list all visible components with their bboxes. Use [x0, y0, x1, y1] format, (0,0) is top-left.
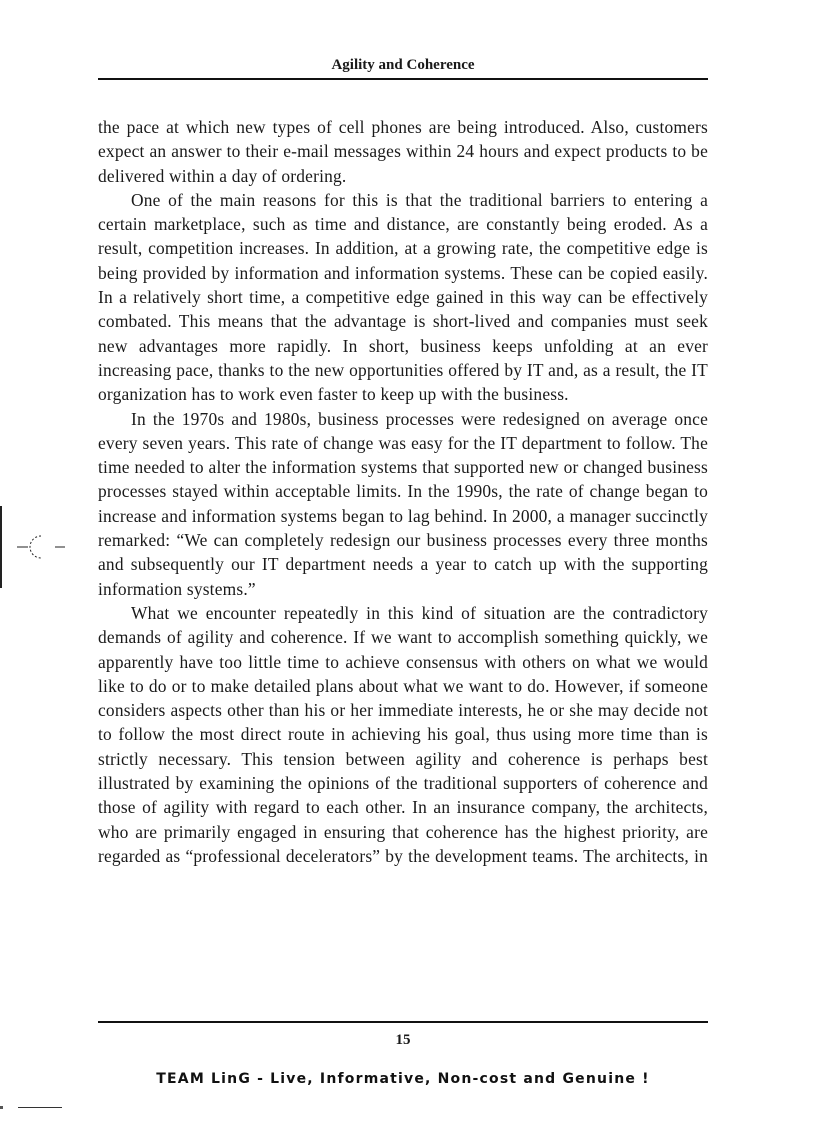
- paragraph: What we encounter repeatedly in this kind of situation are the contradictory demands of agility and coherence. If we want to accomplish something quickly, we apparently have too little time to achieve consensus with others on what we would like to do or to make detailed plans about what we want to do. However, if someone considers aspects other than his or her immediate interests, he or she may decide not to follow the most direct route in achieving his goal, thus using more time than is strictly necessary. This tension between agility and coherence is perhaps best illustrated by examining the opinions of the traditional supporters of coherence and those of agility with regard to each other. In an insurance company, the architects, who are primarily engaged in ensuring that coherence has the highest priority, are regarded as “professional decelerators” by the development teams. The architects, in: [98, 602, 708, 866]
- paragraph: In the 1970s and 1980s, business processes were redesigned on average once every seven years. This rate of change was easy for the IT department to follow. The time needed to alter the information systems that supported new or changed business processes stayed within acceptable limits. In the 1990s, the rate of change began to increase and information systems began to lag behind. In 2000, a manager succinctly remarked: “We can completely redesign our business processes every three months and subsequently our IT department needs a year to catch up with the supporting information systems.”: [98, 408, 708, 599]
- registration-mark-icon: [17, 534, 65, 560]
- body-text: [98, 115, 708, 868]
- header-rule: [98, 78, 708, 80]
- crop-mark-dot: [0, 1106, 3, 1109]
- crop-mark-bottom: [18, 1107, 62, 1108]
- page-number: 15: [395, 1032, 411, 1048]
- crop-mark-left: [0, 506, 2, 588]
- running-header-title: Agility and Coherence: [331, 57, 475, 73]
- paragraph: One of the main reasons for this is that the traditional barriers to entering a certain marketplace, such as time and distance, are constantly being eroded. As a result, competition increases. In addition, at a growing rate, the competitive edge is being provided by information and information systems. These can be copied easily. In a relatively short time, a competitive edge gained in this way can be effectively combated. This means that the advantage is short-lived and companies must seek new advantages more rapidly. In short, business keeps unfolding at an ever increasing pace, thanks to the new opportunities offered by IT and, as a result, the IT organization has to work even faster to keep up with the business.: [98, 189, 708, 405]
- footer-banner: TEAM LinG - Live, Informative, Non-cost and Genuine !: [156, 1071, 650, 1087]
- footer-rule: [98, 1021, 708, 1023]
- paragraph: the pace at which new types of cell phones are being introduced. Also, customers expect an answer to their e-mail messages within 24 hours and expect products to be delivered within a day of ordering.: [98, 117, 708, 186]
